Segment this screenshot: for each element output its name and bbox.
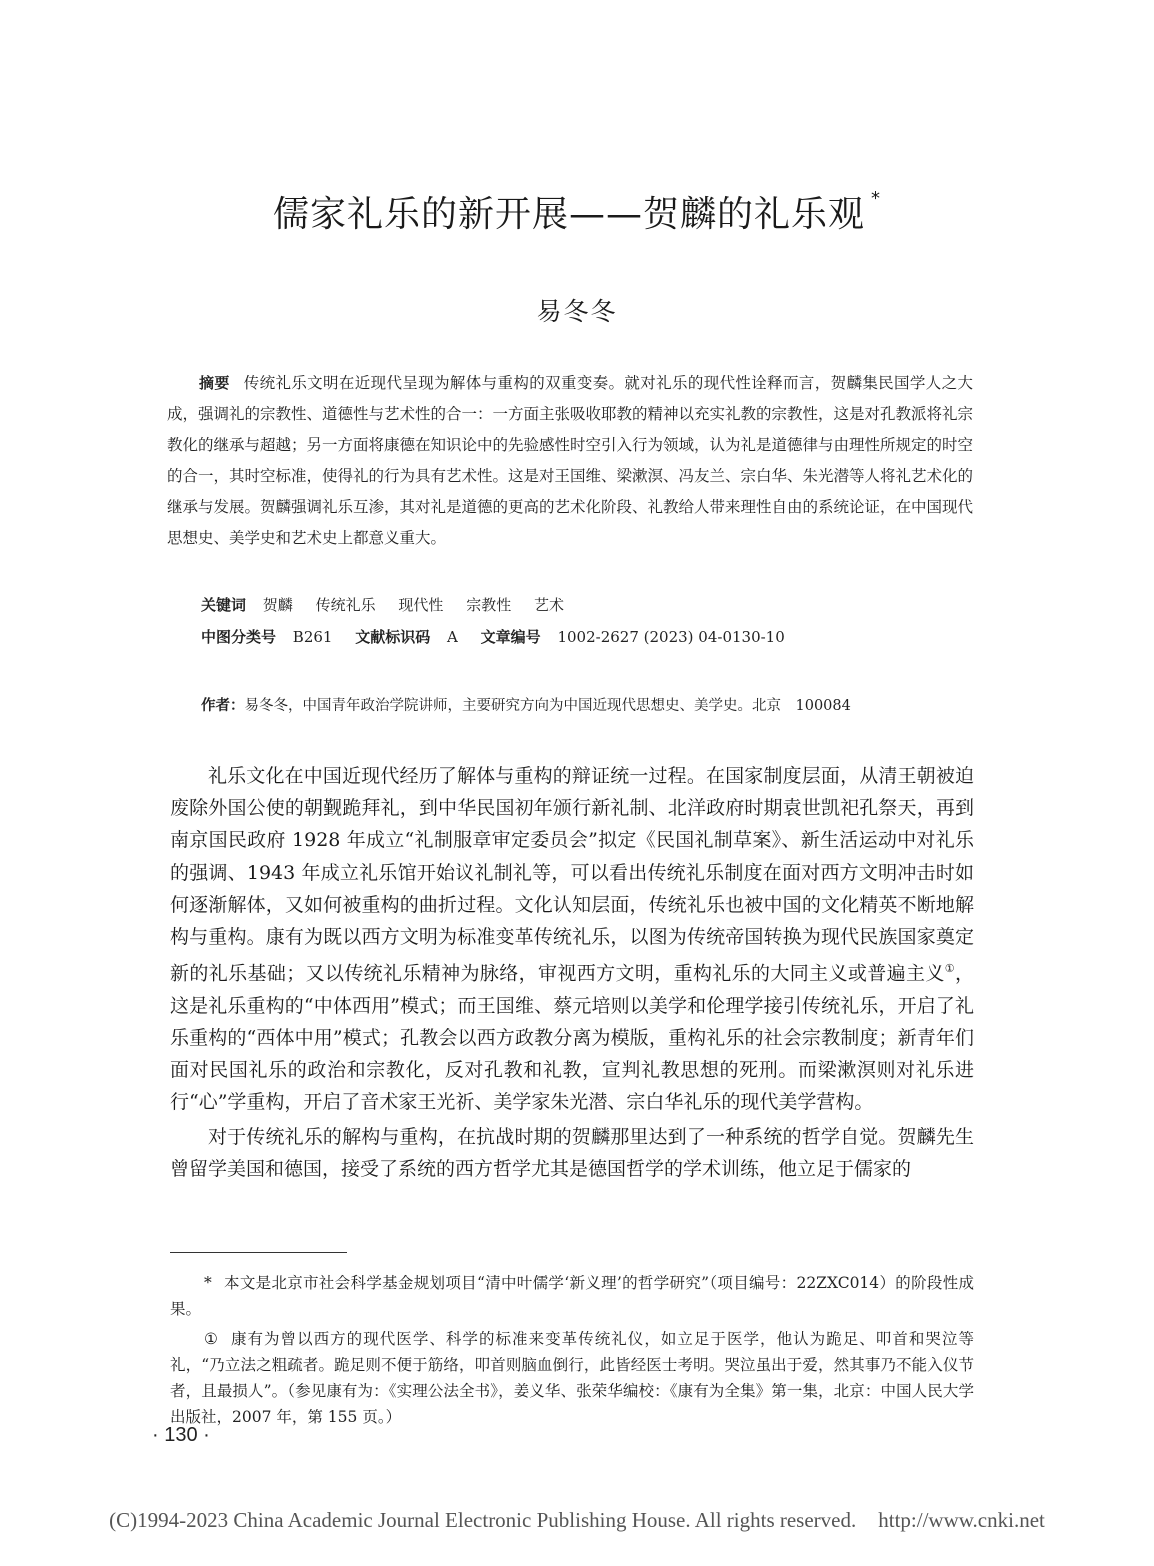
body-paragraph [170,760,974,1119]
footnote-1 [170,1326,974,1430]
keyword-item: 宗教性 [466,596,512,614]
abstract [167,368,973,554]
article-author: 易冬冬 [536,297,618,326]
body-text [170,760,974,1185]
article-title-text: 儒家礼乐的新开展——贺麟的礼乐观 [272,194,865,235]
body-paragraph-part: 礼乐文化在中国近现代经历了解体与重构的辩证统一过程。在国家制度层面，从清王朝被迫废除外国公使的朝觐跪拜礼，到中华民国初年颁行新礼制、北洋政府时期袁世凯祀孔祭天，再到南京国民政府 1928 年成立“礼制服章审定委员会”拟定《民国礼制草案》、新生活运动中对礼乐的强调、1943 年成立礼乐馆开始议礼制礼等，可以看出传统礼乐制度在面对西方文明冲击时如何逐渐解体，又如何被重构的曲折过程。文化认知层面，传统礼乐也被中国的文化精英不断地解构与重构。康有为既以西方文明为标准变革传统礼乐，以图为传统帝国转换为现代民族国家奠定新的礼乐基础；又以传统礼乐精神为脉络，审视西方文明，重构礼乐的大同主义或普遍主义 [170,765,974,985]
copyright-text: (C)1994-2023 China Academic Journal Electronic Publishing House. All rights reserved. [109,1508,857,1532]
doc-code-value: A [447,628,458,646]
footnotes [170,1270,974,1434]
footnote-star-text: 本文是北京市社会科学基金规划项目“清中叶儒学‘新义理’的哲学研究”（项目编号：22ZXC014）的阶段性成果。 [170,1274,974,1318]
footnote-star-mark: * [204,1274,212,1292]
keyword-item: 传统礼乐 [315,596,376,614]
copyright-notice [0,1508,1154,1533]
clc-value: B261 [292,628,333,646]
abstract-text: 传统礼乐文明在近现代呈现为解体与重构的双重变奏。就对礼乐的现代性诠释而言，贺麟集民国学人之大成，强调礼的宗教性、道德性与艺术性的合一：一方面主张吸收耶教的精神以充实礼教的宗教性，这是对孔教派将礼宗教化的继承与超越；另一方面将康德在知识论中的先验感性时空引入行为领域，认为礼是道德律与由理性所规定的时空的合一，其时空标准，使得礼的行为具有艺术性。这是对王国维、梁漱溟、冯友兰、宗白华、朱光潜等人将礼艺术化的继承与发展。贺麟强调礼乐互渗，其对礼是道德的更高的艺术化阶段、礼教给人带来理性自由的系统论证，在中国现代思想史、美学史和艺术史上都意义重大。 [167,374,974,547]
keywords-label: 关键词 [201,596,247,614]
keyword-item: 艺术 [533,596,564,614]
page-number: · 130 · [152,1424,210,1446]
keyword-item: 贺麟 [262,596,293,614]
body-paragraph: 对于传统礼乐的解构与重构，在抗战时期的贺麟那里达到了一种系统的哲学自觉。贺麟先生曾留学美国和德国，接受了系统的西方哲学尤其是德国哲学的学术训练，他立足于儒家的 [170,1125,974,1180]
footnote-1-text: 康有为曾以西方的现代医学、科学的标准来变革传统礼仪，如立足于医学，他认为跪足、叩首和哭泣等礼，“乃立法之粗疏者。跪足则不便于筋络，叩首则脑血倒行，此皆经医士考明。哭泣虽出于爱，然其事乃不能入仪节者，且最损人”。（参见康有为：《实理公法全书》，姜义华、张荣华编校：《康有为全集》第一集，北京：中国人民大学出版社，2007 年，第 155 页。） [170,1330,974,1426]
doc-code-label: 文献标识码 [355,628,431,646]
article-number-label: 文章编号 [480,628,541,646]
copyright-url[interactable]: http://www.cnki.net [878,1508,1045,1532]
abstract-label: 摘要 [199,374,230,392]
article-title [170,186,984,237]
footnote-divider [170,1252,347,1253]
title-footnote-mark: * [871,188,881,209]
footnote-ref-1[interactable]: ① [944,962,955,976]
keyword-item: 现代性 [398,596,444,614]
author-info-text: 易冬冬，中国青年政治学院讲师，主要研究方向为中国近现代思想史、美学史。北京 100084 [244,698,851,714]
footnote-1-mark: ① [204,1330,219,1348]
keywords-line [201,594,564,615]
classification-line [201,626,785,647]
author-info-label: 作者： [201,698,245,714]
author-info [201,694,851,715]
body-paragraph-part: ，这是礼乐重构的“中体西用”模式；而王国维、蔡元培则以美学和伦理学接引传统礼乐，开启了礼乐重构的“西体中用”模式；孔教会以西方政教分离为模版，重构礼乐的社会宗教制度；新青年们面对民国礼乐的政治和宗教化，反对孔教和礼教，宣判礼教思想的死刑。而梁漱溟则对礼乐进行“心”学重构，开启了音术家王光祈、美学家朱光潜、宗白华礼乐的现代美学营构。 [170,962,974,1114]
clc-label: 中图分类号 [201,628,277,646]
article-number-value: 1002-2627 (2023) 04-0130-10 [557,628,785,646]
footnote-star [170,1270,974,1322]
